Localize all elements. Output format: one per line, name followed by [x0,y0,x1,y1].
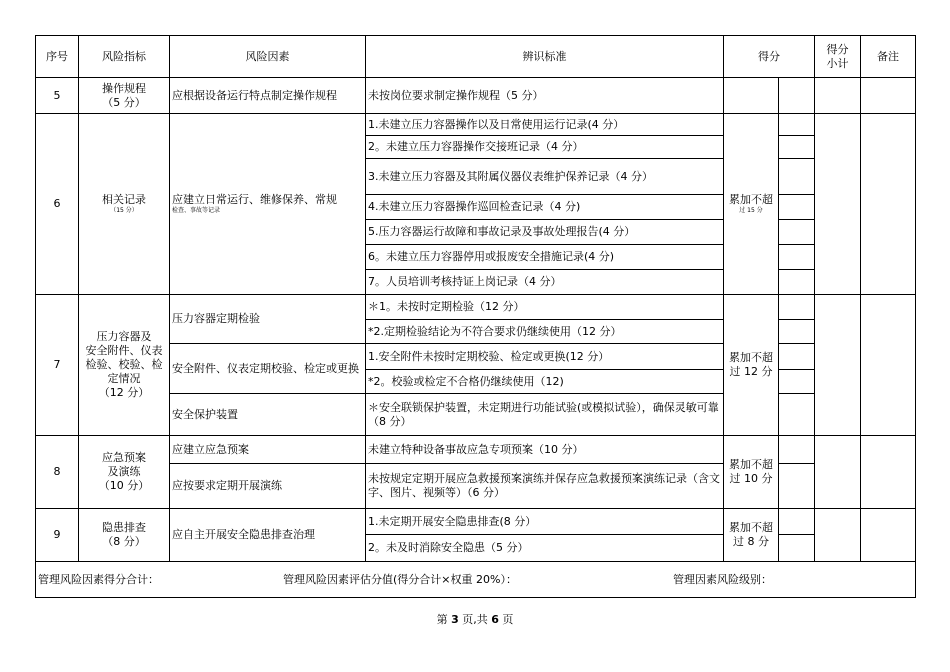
score-input-cell[interactable] [779,136,815,159]
score-note-line: 过 8 分 [733,535,769,548]
criteria-cell: 5.压力容器运行故障和事故记录及事故处理报告(4 分） [366,220,724,245]
table-row [36,114,916,136]
risk-assessment-table [35,35,916,598]
risk-indicator [79,436,170,509]
score-total-label: 管理风险因素得分合计： [38,572,159,586]
indicator-line: 定情况 [107,372,141,385]
subtotal-cell [815,436,861,509]
score-input-cell[interactable] [779,195,815,220]
score-note-line-small: 过 15 分 [739,207,763,214]
risk-indicator [79,509,170,562]
risk-factor: 应按要求定期开展演练 [170,464,366,509]
indicator-line: 隐患排查 [102,521,146,534]
score-input-cell[interactable] [779,295,815,320]
score-input-cell[interactable] [779,509,815,535]
score-input-cell[interactable] [779,320,815,344]
criteria-cell: 未按岗位要求制定操作规程（5 分） [366,78,724,114]
remark-cell [861,114,916,295]
score-note-line: 过 10 分 [729,472,773,485]
table-row [36,295,916,320]
risk-indicator [79,78,170,114]
criteria-cell: 未建立特种设备事故应急专项预案（10 分） [366,436,724,464]
criteria-cell: 未按规定定期开展应急救援预案演练并保存应急救援预案演练记录（含文字、图片、视频等）（6 分） [366,464,724,509]
subtotal-cell [815,78,861,114]
risk-factor [170,114,366,295]
criteria-cell: 2。未建立压力容器操作交接班记录（4 分） [366,136,724,159]
score-note-line: 累加不超 [729,458,773,471]
indicator-line: 压力容器及 [96,330,152,343]
row-no: 5 [36,78,79,114]
row-no: 9 [36,509,79,562]
header-subtotal [815,36,861,78]
risk-indicator [79,114,170,295]
score-note [724,509,779,562]
subtotal-cell [815,295,861,436]
footer-page-number: 3 [451,613,459,626]
criteria-cell: ＊安全联锁保护装置，未定期进行功能试验(或模拟试验），确保灵敏可靠（8 分） [366,394,724,436]
risk-indicator [79,295,170,436]
risk-factor: 应建立应急预案 [170,436,366,464]
remark-cell [861,295,916,436]
indicator-line: 应急预案 [102,451,146,464]
header-criteria: 辨识标准 [366,36,724,78]
risk-factor: 压力容器定期检验 [170,295,366,344]
indicator-line: （12 分） [98,386,150,399]
score-note-line: 累加不超 [729,521,773,534]
indicator-line: 操作规程 [102,81,146,95]
header-remark: 备注 [861,36,916,78]
header-subtotal-line2: 小计 [826,56,849,70]
score-input-cell[interactable] [779,394,815,436]
evaluation-label: 管理风险因素评估分值(得分合计×权重 20%）： [283,572,517,586]
criteria-cell: 1.未定期开展安全隐患排查(8 分） [366,509,724,535]
header-factor: 风险因素 [170,36,366,78]
risk-factor: 应根据设备运行特点制定操作规程 [170,78,366,114]
score-note [724,114,779,295]
score-note [724,295,779,436]
indicator-line: （10 分） [98,479,150,492]
total-cell [36,562,916,598]
indicator-line: 相关记录 [102,193,146,206]
footer-prefix: 第 [436,613,448,626]
header-row [36,36,916,78]
header-score: 得分 [724,36,815,78]
criteria-cell: *2。校验或检定不合格仍继续使用（12) [366,370,724,394]
indicator-line: 检验、校验、检 [85,358,163,371]
factor-line: 应建立日常运行、维修保养、常规 [172,193,337,206]
criteria-cell: 2。未及时消除安全隐患（5 分） [366,535,724,562]
risk-factor: 应自主开展安全隐患排查治理 [170,509,366,562]
score-input-cell[interactable] [779,464,815,509]
remark-cell [861,436,916,509]
score-input-cell[interactable] [779,535,815,562]
criteria-cell: 6。未建立压力容器停用或报废安全措施记录(4 分) [366,245,724,270]
score-input-cell[interactable] [779,159,815,195]
risk-level-label: 管理因素风险级别： [673,572,772,586]
score-note-line: 累加不超 [729,193,773,206]
table-row [36,436,916,464]
criteria-cell: *2.定期检验结论为不符合要求仍继续使用（12 分） [366,320,724,344]
table-row [36,509,916,535]
score-note-line: 过 12 分 [729,365,773,378]
header-subtotal-line1: 得分 [826,42,849,56]
indicator-line: 及演练 [107,465,141,478]
criteria-cell: 1.未建立压力容器操作以及日常使用运行记录(4 分） [366,114,724,136]
footer-middle: 页,共 [462,613,488,626]
remark-cell [861,78,916,114]
score-input-cell[interactable] [779,370,815,394]
row-no: 6 [36,114,79,295]
criteria-cell: ＊1。未按时定期检验（12 分） [366,295,724,320]
score-cell [724,78,779,114]
header-indicator: 风险指标 [79,36,170,78]
indicator-line: （8 分） [102,535,146,548]
row-no: 7 [36,295,79,436]
row-no: 8 [36,436,79,509]
page-footer [0,611,950,627]
table-row [36,78,916,114]
score-input-cell[interactable] [779,114,815,136]
footer-total-pages: 6 [491,613,499,626]
criteria-cell: 3.未建立压力容器及其附属仪器仪表维护保养记录（4 分） [366,159,724,195]
risk-factor: 安全保护装置 [170,394,366,436]
criteria-cell: 4.未建立压力容器操作巡回检查记录（4 分) [366,195,724,220]
score-input-cell[interactable] [779,344,815,370]
remark-cell [861,509,916,562]
risk-factor: 安全附件、仪表定期校验、检定或更换 [170,344,366,394]
score-input-cell[interactable] [779,436,815,464]
score-input-cell[interactable] [779,270,815,295]
criteria-cell: 7。人员培训考核持证上岗记录（4 分） [366,270,724,295]
indicator-line: （5 分） [102,95,146,109]
factor-line-small: 检查、事故等记录 [172,207,221,214]
score-note-line: 累加不超 [729,351,773,364]
score-input-cell[interactable] [779,78,815,114]
indicator-line-small: （15 分） [110,207,138,214]
score-input-cell[interactable] [779,220,815,245]
subtotal-cell [815,114,861,295]
total-row [36,562,916,598]
score-input-cell[interactable] [779,245,815,270]
indicator-line: 安全附件、仪表 [85,344,163,357]
footer-suffix: 页 [502,613,514,626]
score-note [724,436,779,509]
header-no: 序号 [36,36,79,78]
criteria-cell: 1.安全附件未按时定期校验、检定或更换(12 分） [366,344,724,370]
subtotal-cell [815,509,861,562]
